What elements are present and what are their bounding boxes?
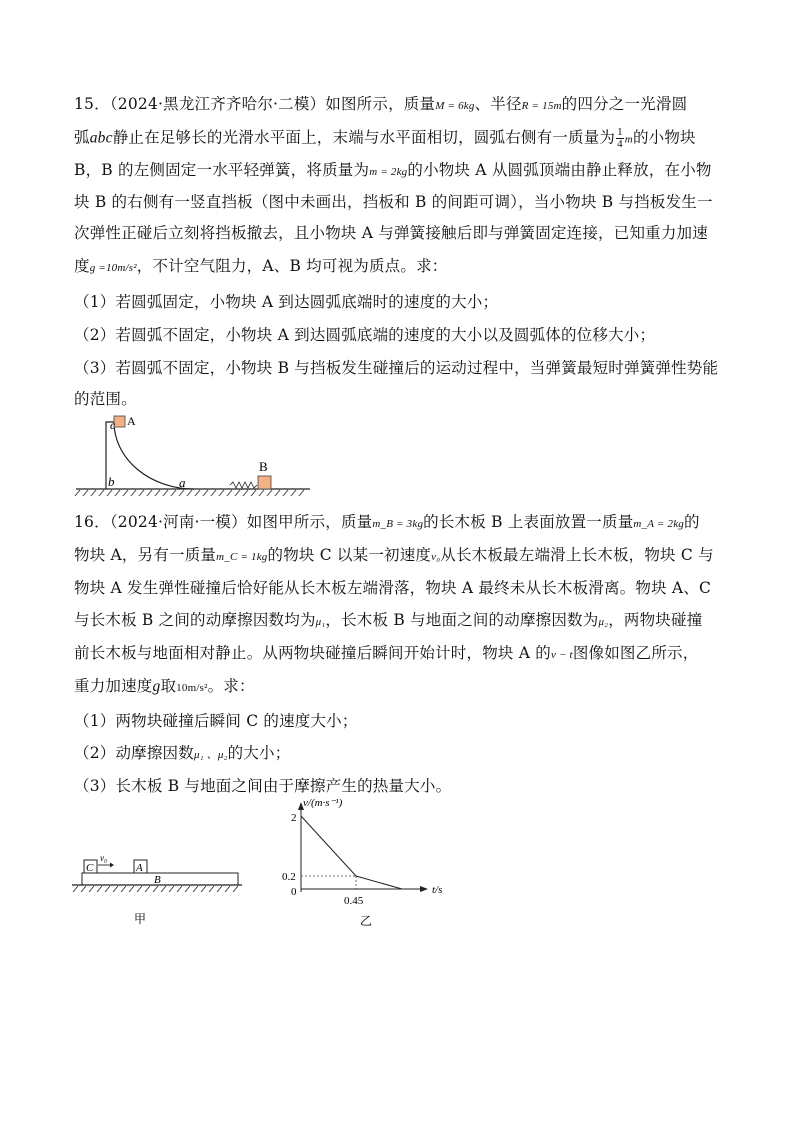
q16-line-5: 前长木板与地面相对静止。从两物块碰撞后瞬间开始计时，物块 A 的v − t图像如图乙所示，: [74, 644, 699, 662]
label-b: b: [108, 474, 115, 489]
label-A: A: [127, 414, 136, 428]
q15-line-3: B，B 的左侧固定一水平轻弹簧，将质量为m = 2kg的小物块 A 从圆弧顶端由静止释放，在小物: [74, 161, 712, 179]
q16-line-4: 与长木板 B 之间的动摩擦因数均为μ₁，长木板 B 与地面之间的动摩擦因数为μ₂，两物块碰撞: [74, 611, 703, 629]
label-B: B: [154, 874, 161, 886]
q16-line-1: 16．（2024·河南·一模）如图甲所示，质量m_B = 3kg的长木板 B 上表面放置一质量m_A = 2kg的: [74, 513, 700, 531]
caption-yi: 乙: [360, 914, 373, 928]
q16-line-3: 物块 A 发生弹性碰撞后恰好能从长木板左端滑落，物块 A 最终未从长木板滑离。物块 A、C: [74, 579, 712, 597]
q16-sub-2: （2）动摩擦因数μ₁ 、μ₂的大小；: [74, 744, 291, 762]
q16-mass-mC: m_C = 1kg: [216, 551, 268, 563]
tick-0.2: 0.2: [282, 871, 296, 883]
q15-line-6: 度g =10m/s²，不计空气阻力，A、B 均可视为质点。求：: [74, 257, 448, 275]
label-c: c: [110, 418, 116, 432]
q15-sub-3b: 的范围。: [74, 390, 137, 408]
x-axis-label: t/s: [432, 884, 443, 896]
q16-sub-3: （3）长木板 B 与地面之间由于摩擦产生的热量大小。: [74, 777, 452, 795]
tick-0.45: 0.45: [344, 895, 364, 907]
q15-line-5: 次弹性正碰后立刻将挡板撤去，且小物块 A 与弹簧接触后即与弹簧固定连接，已知重力加速: [74, 224, 708, 242]
q15-mass-m: m = 2kg: [369, 166, 408, 178]
q15-gravity: g =10m/s²: [89, 262, 137, 274]
ground-hatch: [75, 490, 304, 496]
block-B: [258, 476, 271, 489]
q15-fraction: $\frac{1}{4}$: [617, 126, 623, 150]
q16-mass-mA: m_A = 2kg: [633, 518, 684, 530]
caption-jia: 甲: [134, 912, 147, 926]
tick-2: 2: [291, 812, 297, 824]
q15-line-2: 弧abc静止在足够长的光滑水平面上，末端与水平面相切，圆弧右侧有一质量为 $\frac{1}{4}$ m的小物块: [74, 126, 696, 150]
arrow-head-icon: [110, 863, 114, 868]
q15-line-1: 15．（2024·黑龙江齐齐哈尔·二模）如图所示，质量M = 6kg、半径R = 15m的四分之一光滑圆: [74, 95, 688, 113]
q16-line-2: 物块 A，另有一质量m_C = 1kg的物块 C 以某一初速度v₀从长木板最左端滑上长木板，物块 C 与: [74, 546, 714, 564]
q16-figure-yi: [276, 798, 456, 928]
q15-mass-M: M = 6kg: [435, 100, 475, 112]
block-A: [114, 416, 125, 427]
q15-figure: [70, 408, 320, 500]
q15-sub-1: （1）若圆弧固定，小物块 A 到达圆弧底端时的速度的大小；: [74, 293, 499, 311]
q15-sub-2: （2）若圆弧不固定，小物块 A 到达圆弧底端的速度的大小以及圆弧体的位移大小；: [74, 326, 656, 344]
label-B: B: [259, 459, 268, 474]
q16-line-6: 重力加速度g取10m/s²。求：: [74, 677, 255, 695]
label-v0: v₀: [100, 853, 108, 863]
spring: [230, 482, 257, 488]
q16-figure-jia: [70, 845, 250, 935]
q16-mass-mB: m_B = 3kg: [372, 518, 424, 530]
q15-line-4: 块 B 的右侧有一竖直挡板（图中未画出，挡板和 B 的间距可调），当小物块 B 与挡板发生一: [74, 193, 713, 211]
q15-radius-R: R = 15m: [521, 100, 562, 112]
q16-sub-1: （1）两物块碰撞后瞬间 C 的速度大小；: [74, 712, 358, 730]
q15-sub-3a: （3）若圆弧不固定，小物块 B 与挡板发生碰撞后的运动过程中，当弹簧最短时弹簧弹性势能: [74, 359, 719, 377]
vt-segment-1: [301, 816, 356, 876]
tick-0: 0: [291, 886, 297, 898]
x-axis-arrow-icon: [420, 886, 428, 892]
vt-segment-2: [356, 876, 402, 889]
y-axis-label: v/(m·s⁻¹): [303, 798, 343, 809]
label-A: A: [136, 862, 143, 874]
label-C: C: [86, 862, 94, 874]
label-a: a: [179, 475, 186, 490]
ground-hatch: [73, 886, 238, 892]
